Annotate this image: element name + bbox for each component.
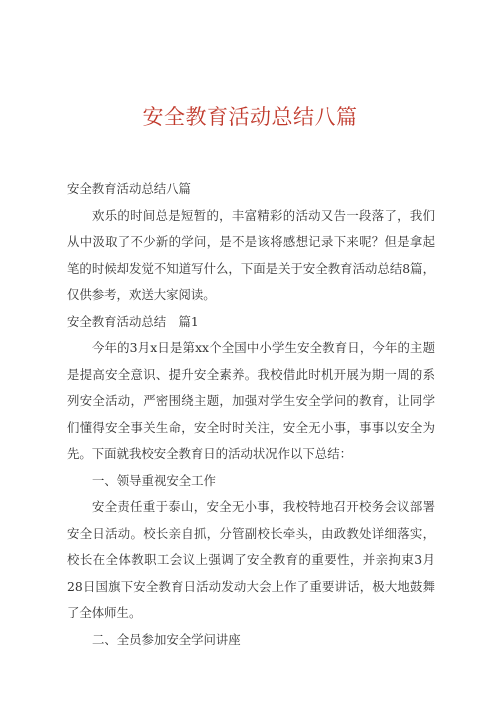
- document-subtitle: 安全教育活动总结八篇: [67, 181, 191, 196]
- heading-leadership: 一、领导重视安全工作: [92, 472, 216, 488]
- paragraph-2: 安全责任重于泰山，安全无小事，我校特地召开校务会议部署安全日活动。校长亲自抓，分管副校长牵头，由政教处详细落实，校长在全体教职工会议上强调了安全教育的重要性，并亲拘束3月28日国旗下安全教育日活动发动大会上作了重要讲话，极大地鼓舞了全体师生。: [67, 499, 435, 620]
- paragraph-1: 今年的3月x日是第xx个全国中小学生安全教育日，今年的主题是提高安全意识、提升安全素养。我校借此时机开展为期一周的系列安全活动，严密围绕主题，加强对学生安全学问的教育，让同学们懂得安全事关生命，安全时时关注，安全无小事，事事以安全为先。下面就我校安全教育日的活动状况作以下总结：: [67, 340, 435, 461]
- document-title: 安全教育活动总结八篇: [142, 105, 358, 129]
- heading-lecture: 二、全员参加安全学问讲座: [92, 631, 241, 647]
- document-body: [67, 176, 435, 653]
- intro-paragraph: 欢乐的时间总是短暂的，丰富精彩的活动又告一段落了，我们从中汲取了不少新的学问，是不是该将感想记录下来呢？但是拿起笔的时候却发觉不知道写什么，下面是关于安全教育活动总结8篇，仅供参考，欢送大家阅读。: [67, 207, 435, 302]
- section-title: 安全教育活动总结 篇1: [67, 313, 199, 329]
